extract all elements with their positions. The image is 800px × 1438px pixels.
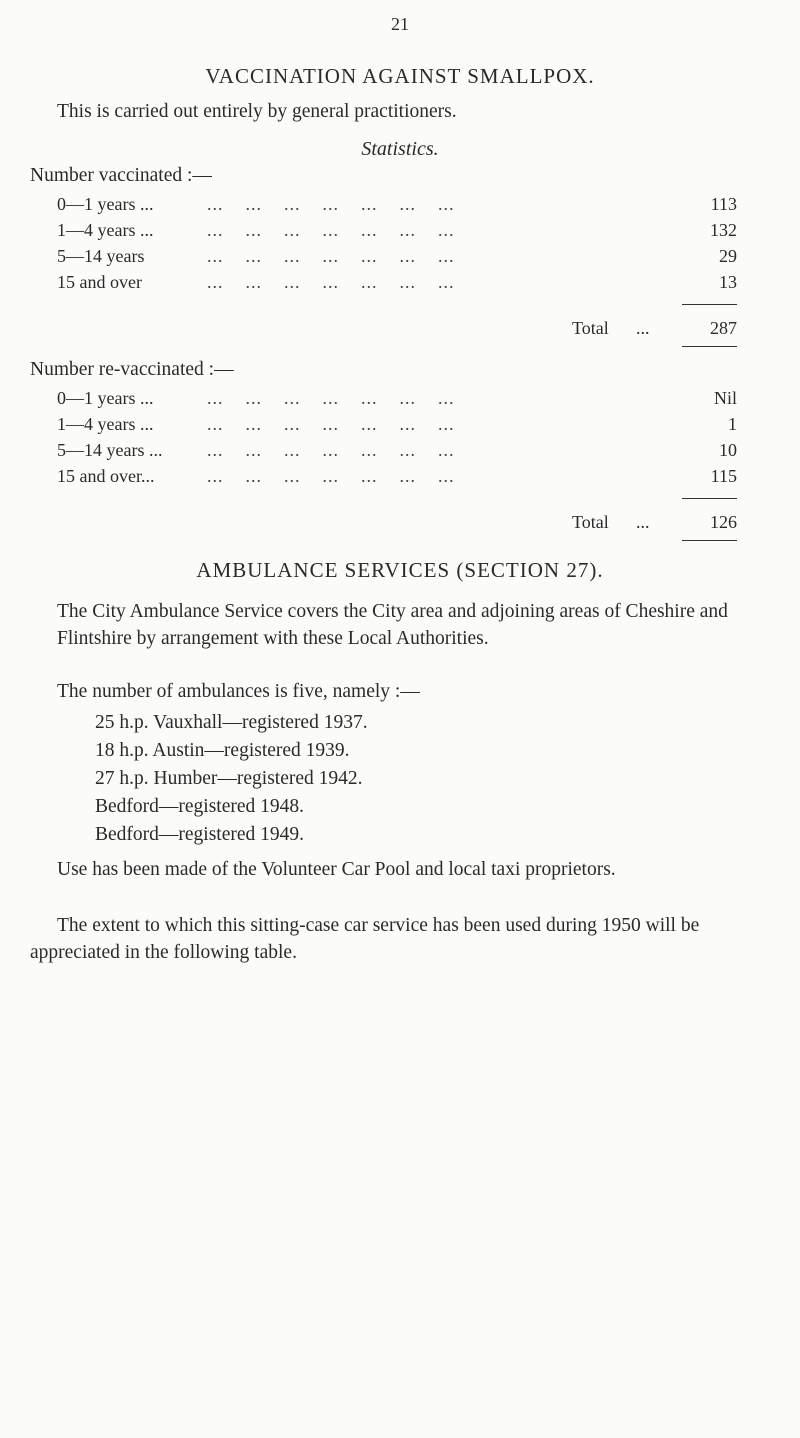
table-row: 15 and over ... ... ... ... ... ... ... 13 xyxy=(57,272,737,292)
row-label: 1—4 years ... xyxy=(57,414,154,434)
total-label: Total xyxy=(572,512,609,532)
row-value: 10 xyxy=(719,440,737,460)
list-item: 25 h.p. Vauxhall—registered 1937. xyxy=(95,712,368,733)
table-row: 1—4 years ... ... ... ... ... ... ... ... 1 xyxy=(57,414,737,434)
page-number: 21 xyxy=(391,14,409,34)
table-row: 1—4 years ... ... ... ... ... ... ... ... 132 xyxy=(57,220,737,240)
row-value: 113 xyxy=(710,194,737,214)
list-item: Bedford—registered 1948. xyxy=(95,796,305,817)
ambulance-para-3: Use has been made of the Volunteer Car Pool and local taxi proprietors. xyxy=(57,859,616,880)
table-row: 15 and over... ... ... ... ... ... ... ... 115 xyxy=(57,466,737,486)
row-label: 5—14 years ... xyxy=(57,440,163,460)
vaccinated-label: Number vaccinated :— xyxy=(30,165,212,186)
total-value: 287 xyxy=(710,318,737,338)
table-row: 0—1 years ... ... ... ... ... ... ... ... Nil xyxy=(57,388,737,408)
row-value: 13 xyxy=(719,272,737,292)
ambulance-heading: AMBULANCE SERVICES (SECTION 27). xyxy=(196,558,604,582)
statistics-label: Statistics. xyxy=(361,138,439,160)
total-value: 126 xyxy=(710,512,737,532)
row-value: 115 xyxy=(710,466,737,486)
total-rule xyxy=(682,540,737,541)
table-row: 5—14 years ... ... ... ... ... ... ... ... 10 xyxy=(57,440,737,460)
row-value: 1 xyxy=(728,414,737,434)
row-label: 15 and over... xyxy=(57,466,155,486)
vaccination-intro: This is carried out entirely by general practitioners. xyxy=(57,101,457,122)
table-row: 5—14 years ... ... ... ... ... ... ... 29 xyxy=(57,246,737,266)
row-value: 132 xyxy=(710,220,737,240)
list-item: 18 h.p. Austin—registered 1939. xyxy=(95,740,350,761)
list-item: 27 h.p. Humber—registered 1942. xyxy=(95,768,363,789)
ambulance-para-2: The number of ambulances is five, namely :— xyxy=(57,681,420,702)
vaccination-heading: VACCINATION AGAINST SMALLPOX. xyxy=(205,64,595,88)
subtotal-rule xyxy=(682,304,737,305)
total-label: Total xyxy=(572,318,609,338)
ambulance-para-1: The City Ambulance Service covers the City area and adjoining areas of Cheshire and Flintshire by arrangement with these Local Authorities. xyxy=(57,601,728,649)
row-value: 29 xyxy=(719,246,737,266)
row-label: 15 and over xyxy=(57,272,142,292)
ambulance-para-4: The extent to which this sitting-case car service has been used during 1950 will be appreciated in the following table. xyxy=(30,915,700,963)
total-rule xyxy=(682,346,737,347)
table-row: 0—1 years ... ... ... ... ... ... ... ... 113 xyxy=(57,194,737,214)
row-label: 1—4 years ... xyxy=(57,220,154,240)
row-value: Nil xyxy=(713,388,737,408)
subtotal-rule xyxy=(682,498,737,499)
revaccinated-label: Number re-vaccinated :— xyxy=(30,359,234,380)
row-label: 0—1 years ... xyxy=(57,194,154,214)
row-label: 5—14 years xyxy=(57,246,145,266)
row-label: 0—1 years ... xyxy=(57,388,154,408)
list-item: Bedford—registered 1949. xyxy=(95,824,305,845)
